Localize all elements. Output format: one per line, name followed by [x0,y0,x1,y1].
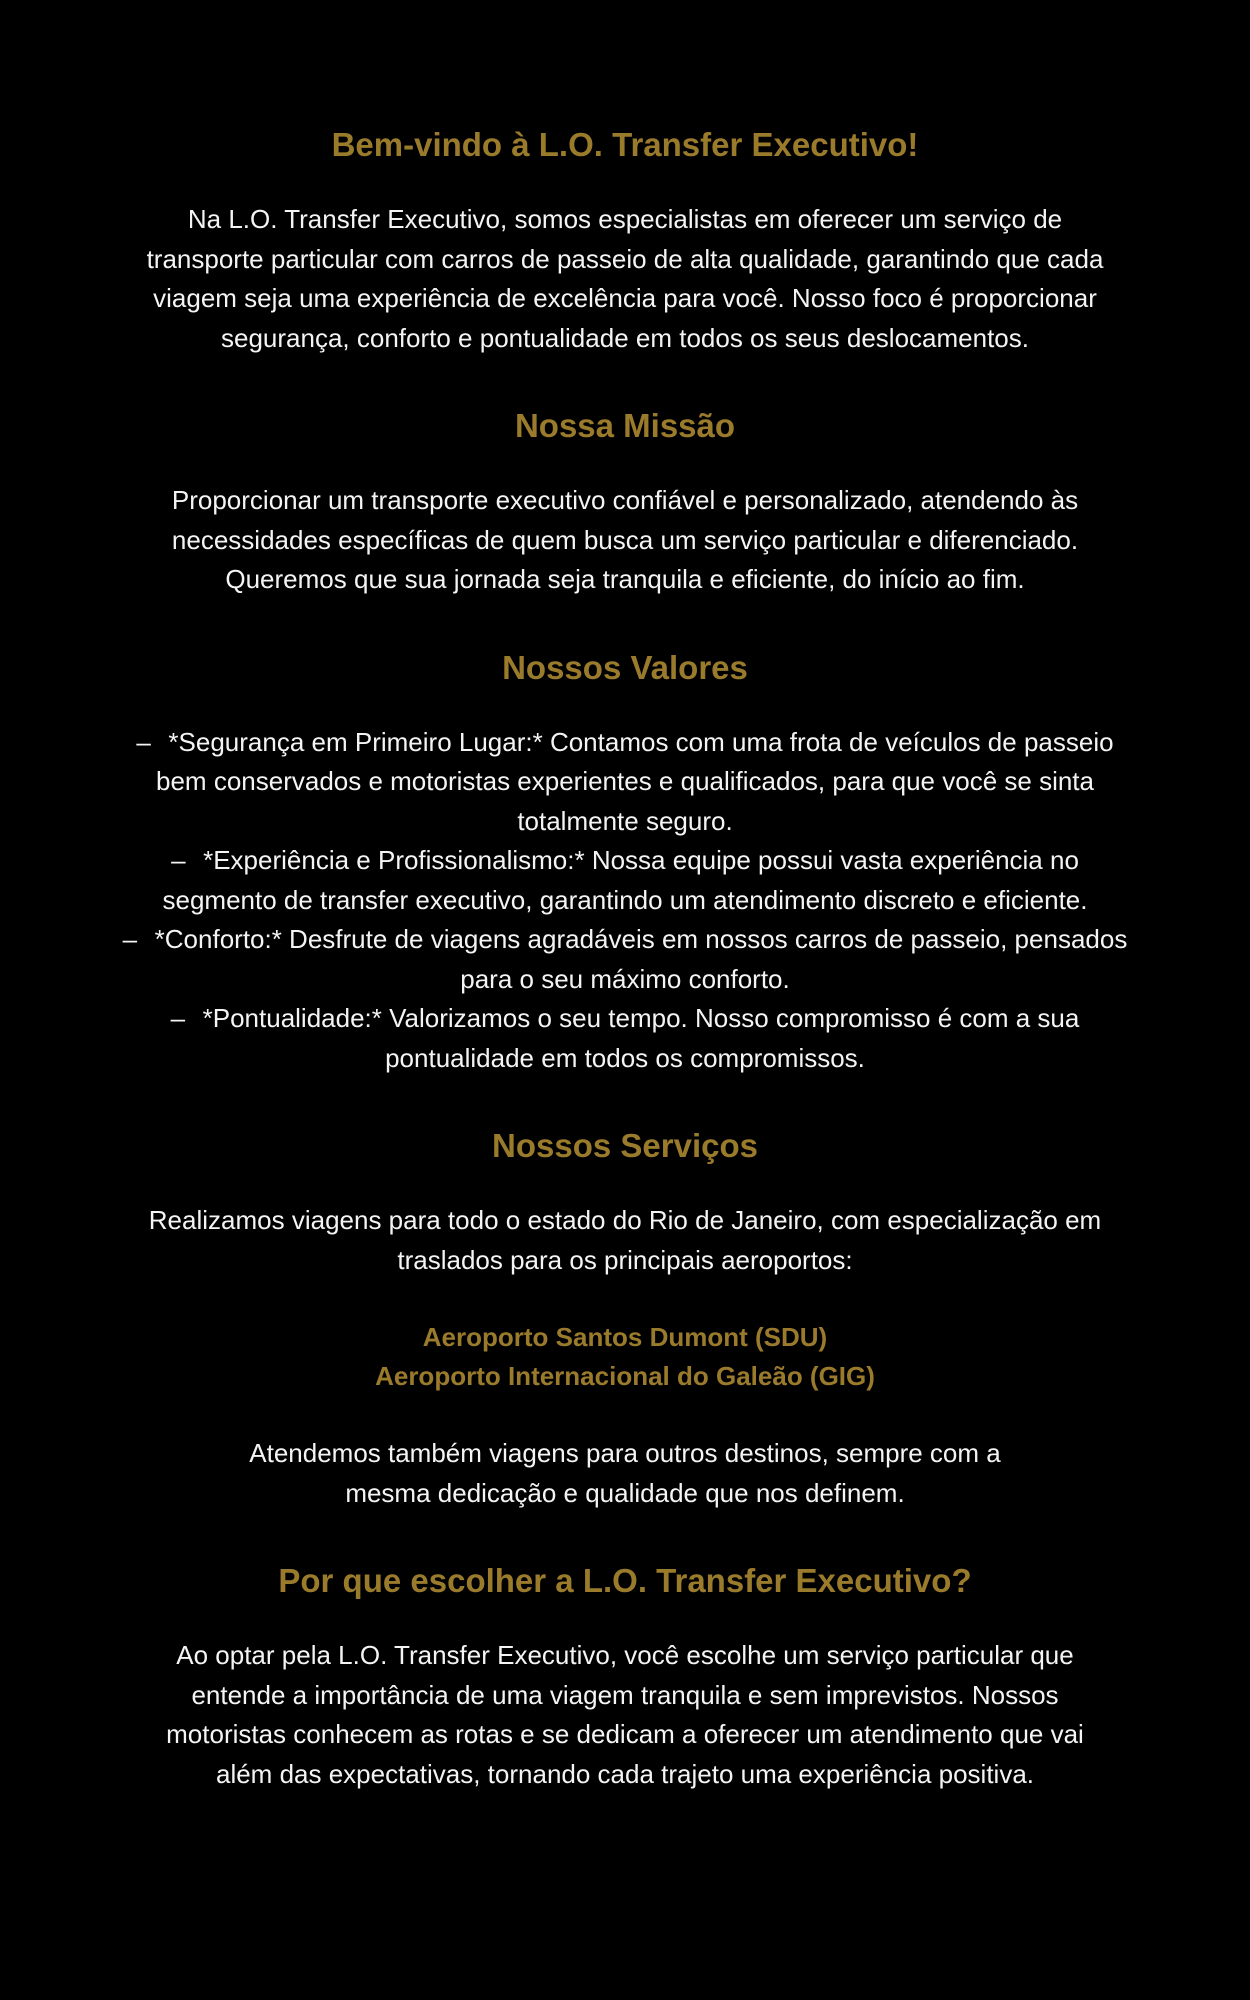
services-outro: Atendemos também viagens para outros destinos, sempre com a mesma dedicação e qualidade que nos definem. [249,1438,1001,1508]
services-title: Nossos Serviços [492,1127,758,1164]
airport-item: Aeroporto Internacional do Galeão (GIG) [375,1361,875,1391]
bullet-dash: – [122,924,138,954]
why-text: Ao optar pela L.O. Transfer Executivo, você escolhe um serviço particular que entende a importância de uma viagem tranquila e sem imprevistos. Nossos motoristas conhecem as rotas e se dedicam a oferecer um atendimento que vai além das expectativas, tornando cada trajeto uma experiência positiva. [166,1640,1084,1789]
why-title: Por que escolher a L.O. Transfer Executivo? [278,1562,972,1599]
bullet-dash: – [136,726,151,757]
value-item-text: *Experiência e Profissionalismo:* Nossa equipe possui vasta experiência no segmento de transfer executivo, garantindo um atendimento discreto e eficiente. [162,845,1088,915]
bullet-dash: – [171,845,186,875]
value-item [120,841,1130,920]
values-title: Nossos Valores [502,648,748,686]
airport-list [120,1318,1130,1396]
services-section [120,1124,1130,1513]
values-list [120,723,1130,1079]
value-item-text: *Segurança em Primeiro Lugar:* Contamos com uma frota de veículos de passeio bem conservados e motoristas experientes e qualificados, para que você se sinta totalmente seguro. [156,726,1114,836]
airport-item: Aeroporto Santos Dumont (SDU) [422,1322,828,1352]
value-item-text: *Conforto:* Desfrute de viagens agradáveis em nossos carros de passeio, pensados para o seu máximo conforto. [154,924,1128,994]
mission-text: Proporcionar um transporte executivo confiável e personalizado, atendendo às necessidades específicas de quem busca um serviço particular e diferenciado. Queremos que sua jornada seja tranquila e eficiente, do início ao fim. [171,485,1079,594]
welcome-title: Bem-vindo à L.O. Transfer Executivo! [331,126,919,163]
welcome-section [120,123,1130,358]
services-intro: Realizamos viagens para todo o estado do Rio de Janeiro, com especialização em traslados para os principais aeroportos: [148,1205,1102,1275]
value-item [120,999,1130,1078]
mission-section [120,404,1130,600]
content-column [120,123,1130,1794]
welcome-text: Na L.O. Transfer Executivo, somos especialistas em oferecer um serviço de transporte particular com carros de passeio de alta qualidade, garantindo que cada viagem seja uma experiência de excelência para você. Nosso foco é proporcionar segurança, conforto e pontualidade em todos os seus deslocamentos. [146,204,1104,353]
value-item [120,723,1130,842]
value-item [120,920,1130,999]
values-section [120,646,1130,1079]
why-section [120,1559,1130,1794]
mission-title: Nossa Missão [514,407,736,444]
bullet-dash: – [170,1003,186,1033]
value-item-text: *Pontualidade:* Valorizamos o seu tempo. Nosso compromisso é com a sua pontualidade em todos os compromissos. [202,1003,1080,1073]
